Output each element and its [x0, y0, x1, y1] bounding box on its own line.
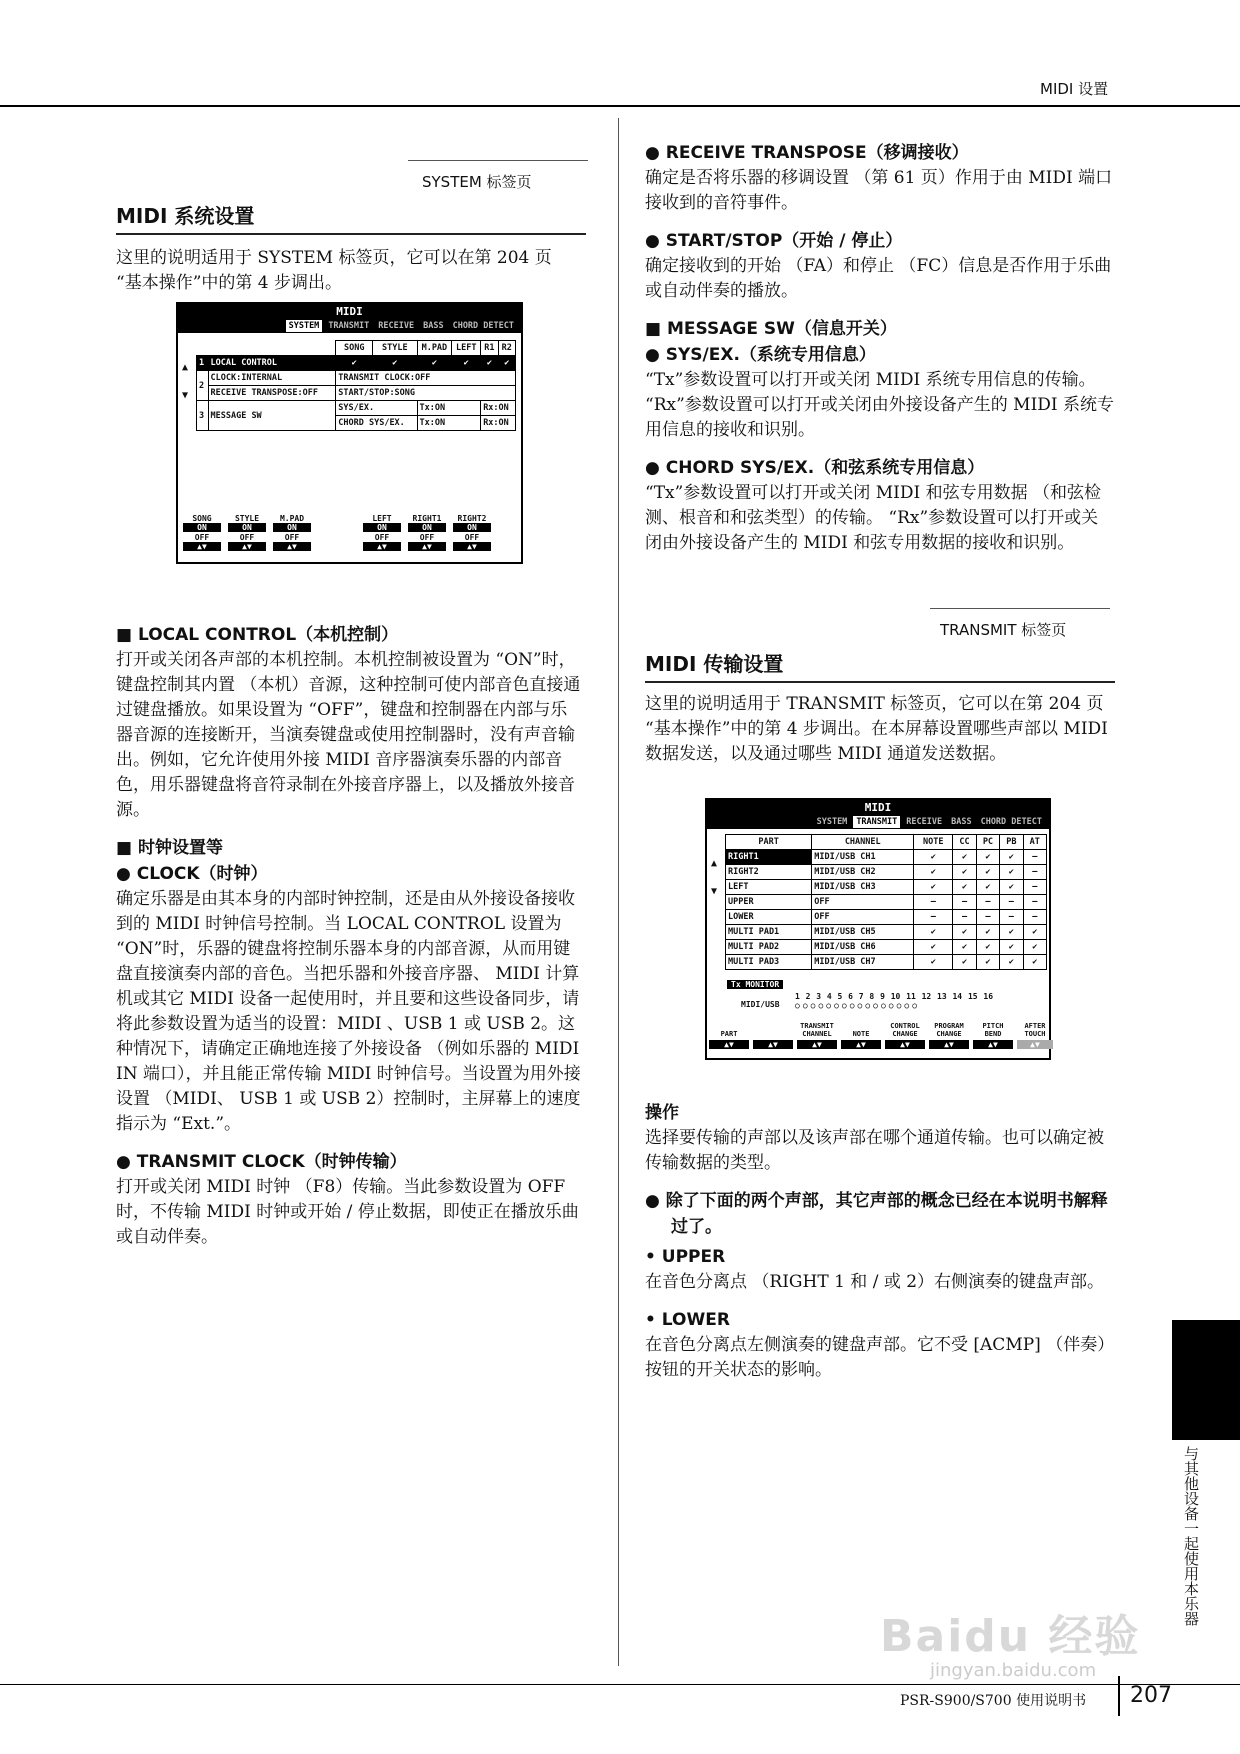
operation-text: 选择要传输的声部以及该声部在哪个通道传输。也可以确定被传输数据的类型。 [645, 1128, 1104, 1173]
dash-icon[interactable]: — [1023, 865, 1046, 880]
dash-icon[interactable]: — [953, 910, 976, 925]
sysex-heading: ● SYS/EX.（系统专用信息） [645, 345, 876, 365]
check-icon[interactable]: ✔ [914, 955, 953, 970]
column-divider [618, 118, 619, 1666]
dash-icon[interactable]: — [1000, 895, 1023, 910]
dash-icon[interactable]: — [914, 910, 953, 925]
up-down-icon[interactable]: ▲▼ [841, 1040, 881, 1049]
system-lcd-screen [176, 302, 523, 564]
lcd-tabs [707, 815, 1049, 829]
up-down-icon[interactable]: ▲▼ [885, 1040, 925, 1049]
check-icon[interactable]: ✔ [336, 356, 373, 371]
check-icon[interactable]: ✔ [914, 925, 953, 940]
up-down-icon: ▲▼ [1017, 1040, 1053, 1049]
up-down-icon[interactable]: ▲▼ [929, 1040, 969, 1049]
check-icon[interactable]: ✔ [976, 940, 999, 955]
check-icon[interactable]: ✔ [953, 955, 976, 970]
lower-heading: • LOWER [645, 1310, 730, 1330]
check-icon[interactable]: ✔ [1000, 865, 1023, 880]
dash-icon[interactable]: — [1023, 895, 1046, 910]
lcd-system-table: SONG STYLE M.PAD LEFT R1 R2 1 LOCAL CONTROL ✔ ✔ ✔ ✔ ✔ ✔ 2 CLOCK:INTERNAL TRANSMIT CLOCK:OFF RECEIVE TRANSPOSE:OFF START/STOP:SONG 3 MESSAGE SW SYS/EX. Tx:ON Rx:ON CHORD SYS/EX. Tx:ON Rx:ON [196, 340, 516, 431]
dash-icon[interactable]: — [1023, 850, 1046, 865]
system-tab-marker: SYSTEM 标签页 [408, 160, 588, 196]
check-icon[interactable]: ✔ [953, 925, 976, 940]
lcd-tab-system[interactable]: SYSTEM [816, 817, 848, 827]
transmit-intro: 这里的说明适用于 TRANSMIT 标签页，它可以在第 204 页 “基本操作”中的第 4 步调出。在本屏幕设置哪些声部以 MIDI 数据发送，以及通过哪些 MIDI 通道发送数据。 [645, 694, 1108, 764]
dash-icon[interactable]: — [953, 895, 976, 910]
lcd-tab-chord-detect[interactable]: CHORD DETECT [452, 321, 514, 331]
check-icon[interactable]: ✔ [1000, 955, 1023, 970]
footer-rule [0, 1684, 1240, 1685]
check-icon[interactable]: ✔ [498, 356, 515, 371]
check-icon[interactable]: ✔ [417, 356, 452, 371]
receive-transpose-text: 确定是否将乐器的移调设置 （第 61 页）作用于由 MIDI 端口接收到的音符事件。 [645, 168, 1113, 213]
check-icon[interactable]: ✔ [452, 356, 481, 371]
check-icon[interactable]: ✔ [914, 865, 953, 880]
operation-heading: 操作 [645, 1103, 679, 1123]
lcd-title: MIDI [178, 304, 521, 319]
chapter-side-tab [1172, 1320, 1240, 1440]
lcd-tab-system[interactable]: SYSTEM [286, 320, 323, 332]
lcd-tab-transmit[interactable]: TRANSMIT [328, 321, 370, 331]
up-down-icon[interactable]: ▲▼ [228, 542, 266, 551]
lower-text: 在音色分离点左侧演奏的键盘声部。它不受 [ACMP] （伴奏）按钮的开关状态的影响。 [645, 1335, 1115, 1380]
right-body-bottom [645, 1100, 1115, 1395]
lcd-title: MIDI [707, 800, 1049, 815]
lcd-bottom-buttons: SONG ON OFF ▲▼ STYLE ON OFF ▲▼ M.PAD ON OFF ▲▼ LEFT ON OFF ▲▼ RIGHT1 ON OFF ▲▼ RIGHT2 ON OFF ▲▼ [182, 514, 518, 552]
lcd-tab-chord-detect[interactable]: CHORD DETECT [980, 817, 1042, 827]
system-section-title: MIDI 系统设置 [116, 200, 586, 235]
lcd-tabs [178, 319, 521, 333]
check-icon[interactable]: ✔ [1000, 925, 1023, 940]
check-icon[interactable]: ✔ [1000, 940, 1023, 955]
check-icon[interactable]: ✔ [914, 880, 953, 895]
check-icon[interactable]: ✔ [976, 955, 999, 970]
transmit-tab-marker: TRANSMIT 标签页 [930, 608, 1110, 644]
chapter-side-label: 与其他设备一起使用本乐器 [1182, 1446, 1200, 1626]
lcd-tab-receive[interactable]: RECEIVE [906, 817, 943, 827]
dash-icon[interactable]: — [1023, 880, 1046, 895]
local-control-text: 打开或关闭各声部的本机控制。本机控制被设置为 “ON”时，键盘控制其内置 （本机）音源，这种控制可使内部音色直接通过键盘播放。如果设置为 “OFF”，键盘和控制器在内部与乐器音源的连接断开，当演奏键盘或使用控制器时，没有声音输出。例如，它允许使用外接 MIDI 音序器演奏乐器的内部音色，用乐器键盘将音符录制在外接音序器上，以及播放外接音源。 [116, 650, 581, 820]
check-icon[interactable]: ✔ [1000, 850, 1023, 865]
check-icon[interactable]: ✔ [1023, 940, 1046, 955]
header-rule [0, 105, 1240, 107]
check-icon[interactable]: ✔ [976, 850, 999, 865]
tx-monitor-label: Tx MONITOR [727, 980, 783, 989]
system-intro: 这里的说明适用于 SYSTEM 标签页，它可以在第 204 页 “基本操作”中的第 4 步调出。 [116, 248, 552, 293]
lcd-scroll-arrows[interactable]: ▲ ▼ [711, 858, 718, 897]
check-icon[interactable]: ✔ [953, 880, 976, 895]
page-number: 207 [1118, 1676, 1172, 1716]
up-down-icon[interactable]: ▲▼ [273, 542, 311, 551]
upper-text: 在音色分离点 （RIGHT 1 和 / 或 2）右侧演奏的键盘声部。 [645, 1272, 1105, 1292]
watermark-url: jingyan.baidu.com [930, 1660, 1097, 1681]
check-icon[interactable]: ✔ [953, 940, 976, 955]
dash-icon[interactable]: — [976, 910, 999, 925]
channel-indicators: ○○○○○○○○○○○○○○○○ [795, 1001, 921, 1010]
up-down-icon[interactable]: ▲▼ [753, 1040, 793, 1049]
transmit-clock-heading: ● TRANSMIT CLOCK（时钟传输） [116, 1152, 407, 1172]
up-down-icon[interactable]: ▲▼ [973, 1040, 1013, 1049]
dash-icon[interactable]: — [1000, 910, 1023, 925]
check-icon[interactable]: ✔ [1000, 880, 1023, 895]
watermark-logo: Baidu 经验 [880, 1611, 1141, 1662]
midi-usb-label: MIDI/USB [741, 1000, 780, 1009]
clock-settings-heading: ■ 时钟设置等 [116, 838, 223, 858]
up-down-icon[interactable]: ▲▼ [408, 542, 446, 551]
upper-heading: • UPPER [645, 1247, 726, 1267]
clock-heading: ● CLOCK（时钟） [116, 864, 268, 884]
check-icon[interactable]: ✔ [1023, 955, 1046, 970]
receive-transpose-heading: ● RECEIVE TRANSPOSE（移调接收） [645, 143, 969, 163]
dash-icon[interactable]: — [914, 895, 953, 910]
chord-sysex-heading: ● CHORD SYS/EX.（和弦系统专用信息） [645, 458, 985, 478]
check-icon[interactable]: ✔ [1023, 925, 1046, 940]
transmit-lcd-screen [705, 798, 1051, 1060]
transmit-part-table: PART CHANNEL NOTE CC PC PB AT RIGHT1 MIDI/USB CH1 ✔ ✔ ✔ ✔ — RIGHT2 MIDI/USB CH2 ✔ ✔ ✔ ✔ — LEFT MIDI/USB CH3 ✔ ✔ ✔ ✔ — UPPER OFF — — — — — LOWER OFF — — — — — MULTI PAD1 MIDI/USB CH5 ✔ ✔ ✔ ✔ ✔ MULTI PAD2 MIDI/USB CH6 ✔ ✔ ✔ ✔ ✔ MULTI PAD3 MIDI/USB CH7 ✔ ✔ ✔ ✔ ✔ [725, 834, 1047, 970]
clock-text: 确定乐器是由其本身的内部时钟控制，还是由从外接设备接收到的 MIDI 时钟信号控制。当 LOCAL CONTROL 设置为 “ON”时，乐器的键盘将控制乐器本身的内部音源，从而用键盘直接演奏内部的音色。当把乐器和外接音序器、 MIDI 计算机或其它 MIDI 设备一起使用时，并且要和这些设备同步，请将此参数设置为适当的设置：MIDI 、USB 1 或 USB 2。这种情况下，请确定正确地连接了外接设备 （例如乐器的 MIDI IN 端口），并且能正常传输 MIDI 时钟信号。当设置为用外接设置 （MIDI、 USB 1 或 USB 2）控制时，主屏幕上的速度指示为 “Ext.”。 [116, 889, 581, 1134]
running-header: MIDI 设置 [1040, 80, 1109, 98]
up-down-icon[interactable]: ▲▼ [709, 1040, 749, 1049]
manual-title: PSR-S900/S700 使用说明书 [900, 1693, 1087, 1709]
check-icon[interactable]: ✔ [976, 925, 999, 940]
start-stop-heading: ● START/STOP（开始 / 停止） [645, 231, 903, 251]
check-icon[interactable]: ✔ [976, 880, 999, 895]
lcd-tab-bass[interactable]: BASS [423, 321, 444, 331]
check-icon[interactable]: ✔ [953, 865, 976, 880]
left-body [116, 622, 582, 1262]
start-stop-text: 确定接收到的开始 （FA）和停止 （FC）信息是否作用于乐曲或自动伴奏的播放。 [645, 256, 1112, 301]
transmit-section-title: MIDI 传输设置 [645, 648, 1115, 683]
up-down-icon[interactable]: ▲▼ [363, 542, 401, 551]
lcd-tab-transmit[interactable]: TRANSMIT [853, 816, 900, 828]
check-icon[interactable]: ✔ [976, 865, 999, 880]
up-down-icon[interactable]: ▲▼ [453, 542, 491, 551]
check-icon[interactable]: ✔ [914, 850, 953, 865]
up-down-icon[interactable]: ▲▼ [797, 1040, 837, 1049]
check-icon[interactable]: ✔ [953, 850, 976, 865]
except-note: ● 除了下面的两个声部，其它声部的概念已经在本说明书解释过了。 [645, 1191, 1108, 1237]
up-down-icon[interactable]: ▲▼ [183, 542, 221, 551]
chord-sysex-text: “Tx”参数设置可以打开或关闭 MIDI 和弦专用数据 （和弦检测、根音和和弦类型）的传输。 “Rx”参数设置可以打开或关闭由外接设备产生的 MIDI 和弦专用数据的接收和识别。 [645, 483, 1101, 553]
check-icon[interactable]: ✔ [914, 940, 953, 955]
message-sw-heading: ■ MESSAGE SW（信息开关） [645, 319, 897, 339]
local-control-heading: ■ LOCAL CONTROL（本机控制） [116, 625, 399, 645]
lcd-scroll-arrows[interactable]: ▲ ▼ [182, 362, 189, 401]
lcd-tab-bass[interactable]: BASS [951, 817, 972, 827]
transmit-bottom-buttons: PART ▲▼ ▲▼ TRANSMIT CHANNEL ▲▼ NOTE ▲▼ CONTROL CHANGE ▲▼ PROGRAM CHANGE ▲▼ PITCH BEND ▲▼ AFTER TOUCH ▲▼ [709, 1022, 1049, 1049]
dash-icon[interactable]: — [1023, 910, 1046, 925]
transmit-clock-text: 打开或关闭 MIDI 时钟 （F8）传输。当此参数设置为 OFF 时，不传输 MIDI 时钟或开始 / 停止数据，即使正在播放乐曲或自动伴奏。 [116, 1177, 579, 1247]
check-icon[interactable]: ✔ [481, 356, 498, 371]
channel-numbers: 1 2 3 4 5 6 7 8 9 10 11 12 13 14 15 16 [795, 992, 994, 1001]
sysex-text: “Tx”参数设置可以打开或关闭 MIDI 系统专用信息的传输。 “Rx”参数设置可以打开或关闭由外接设备产生的 MIDI 系统专用信息的接收和识别。 [645, 370, 1115, 440]
right-body-top [645, 140, 1115, 568]
lcd-tab-receive[interactable]: RECEIVE [378, 321, 415, 331]
dash-icon[interactable]: — [976, 895, 999, 910]
check-icon[interactable]: ✔ [373, 356, 417, 371]
